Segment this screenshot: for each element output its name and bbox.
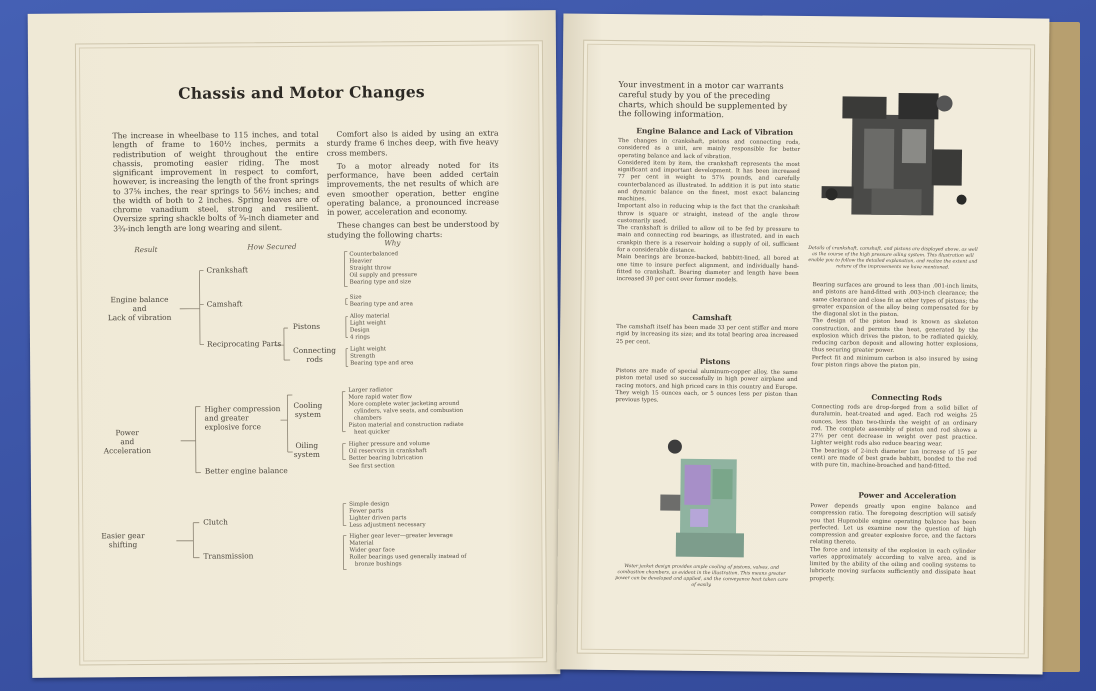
result-power-acceleration: Power and Acceleration bbox=[103, 428, 151, 456]
header-how-secured: How Secured bbox=[247, 241, 297, 252]
how-camshaft: Camshaft bbox=[206, 299, 243, 309]
how-reciprocating-parts: Reciprocating Parts bbox=[206, 339, 282, 349]
heading-power-acceleration: Power and Acceleration bbox=[858, 490, 957, 501]
header-result: Result bbox=[134, 244, 158, 255]
how-clutch: Clutch bbox=[203, 517, 228, 527]
how-cooling-system: Cooling system bbox=[293, 400, 323, 419]
heading-pistons: Pistons bbox=[699, 356, 731, 367]
engine-illustration bbox=[811, 88, 977, 248]
chart-brackets bbox=[28, 10, 561, 678]
text-engine-balance: The changes in crankshaft, pistons and connecting rods, considered as a unit, are mainly responsible for better operating balance and lack of vibration. Considered item by item, the crankshaft represents the most significant and important development. It has been increased 77 per cent in weight to 57¾ pounds, and carefully counterbalanced as illustrated. In addition it is put into static and dynamic balance on the finest, most exact balancing machines. Important also in reducing whip is the fact that the crankshaft throw is square or straight, instead of the angle throw customarily used. The crankshaft is drilled to allow oil to be fed by pressure to main and connecting rod bearings, as illustrated, and in each crankpin there is a reservoir holding a supply of oil, sufficient for a considerable distance. Main bearings are bronze-backed, babbitt-lined, all bored at one time to insure perfect alignment, and individually hand-fitted to crankshaft. Bearing diameter and length have been increased 30 per cent over former models. bbox=[616, 138, 801, 284]
how-better-engine-balance: Better engine balance bbox=[204, 466, 288, 476]
why-cooling: Larger radiator More rapid water flow More complete water jacketing around cylinders, valve seats, and combustion chambers Piston material and construction radiate heat quicker bbox=[348, 387, 464, 436]
left-page bbox=[28, 10, 561, 678]
water-jacket-illustration bbox=[656, 438, 755, 567]
header-why: Why bbox=[384, 238, 401, 248]
right-page bbox=[557, 13, 1050, 674]
motor-paragraph: To a motor already noted for its performance, have been added certain improvements, the net results of which are even smoother operation, better engine operating balance, a pronounced increase in power, acceleration and economy. bbox=[326, 160, 500, 217]
heading-camshaft: Camshaft bbox=[692, 312, 732, 323]
why-camshaft: Size Bearing type and area bbox=[349, 294, 413, 308]
comfort-paragraph: Comfort also is aided by using an extra sturdy frame 6 inches deep, with five heavy cross members. bbox=[326, 128, 499, 158]
how-pistons: Pistons bbox=[292, 321, 321, 332]
investment-intro: Your investment in a motor car warrants careful study by you of the preceding charts, which should be supplemented by the following information. bbox=[618, 80, 788, 120]
result-easier-shifting: Easier gear shifting bbox=[101, 531, 145, 550]
why-oiling: Higher pressure and volume Oil reservoirs in crankshaft Better bearing lubrication bbox=[348, 441, 430, 462]
text-connecting-rods: Connecting rods are drop-forged from a solid billet of duralumin, heat-treated and aged. Each rod weighs 25 ounces, less than two-thirds the weight of an ordinary rod. The complete assembly of piston and rod shows a 27½ per cent decrease in weight over past practice. Lighter weight rods also reduce bearing wear. The bearings of 2-inch diameter (an increase of 15 per cent) are made of best grade babbitt, bonded to the rod with pure tin, machine-broached and hand-fitted. bbox=[810, 404, 978, 470]
page-title: Chassis and Motor Changes bbox=[178, 82, 425, 103]
why-crankshaft: Counterbalanced Heavier Straight throw Oil supply and pressure Bearing type and size bbox=[349, 251, 418, 286]
why-see-first-section: See first section bbox=[348, 463, 395, 470]
why-transmission: Higher gear lever—greater leverage Material Wider gear face Roller bearings used generally instead of bronze bushings bbox=[349, 532, 467, 568]
result-engine-balance: Engine balance and Lack of vibration bbox=[107, 294, 172, 323]
heading-connecting-rods: Connecting Rods bbox=[871, 392, 942, 403]
why-connecting-rods: Light weight Strength Bearing type and area bbox=[350, 346, 414, 367]
why-clutch: Simple design Fewer parts Lighter driven parts Less adjustment necessary bbox=[349, 501, 426, 529]
intro-paragraph: The increase in wheelbase to 115 inches, and total length of frame to 160½ inches, permits a redistribution of weight throughout the entire chassis, promoting easier riding. The most significant improvement in respect to comfort, however, is increasing the length of the front springs to 37⅝ inches, the rear springs to 56½ inches; and the width of both to 2 inches. Spring leaves are of chrome vanadium steel, strong and resilient. Oversize spring shackle bolts of ¾-inch diameter and 3¾-inch length are long wearing and silent. bbox=[112, 129, 320, 233]
text-power-acceleration: Power depends greatly upon engine balance and compression ratio. The foregoing description will satisfy you that Hupmobile engine operating balance has been perfected. Let us examine now the question of high compression and greater explosive force, and the factors relating thereto. The force and intensity of the explosion in each cylinder varies approximately according to valve area, and is limited by the ability of the oiling and cooling systems to lubricate moving surfaces sufficiently and dissipate heat properly. bbox=[809, 503, 977, 583]
how-connecting-rods: Connecting rods bbox=[293, 345, 337, 364]
heading-engine-balance: Engine Balance and Lack of Vibration bbox=[636, 126, 794, 137]
text-pistons: Pistons are made of special aluminum-copper alloy, the same piston metal used so successfully in high power airplane and racing motors, and high priced cars in this country and Europe. They weigh 15 ounces each, or 5 ounces less per piston than previous types. bbox=[615, 368, 798, 404]
why-pistons: Alloy material Light weight Design 4 rings bbox=[349, 313, 390, 341]
how-transmission: Transmission bbox=[203, 551, 254, 561]
how-higher-compression: Higher compression and greater explosive force bbox=[204, 404, 281, 432]
charts-paragraph: These changes can best be understood by studying the following charts: bbox=[327, 219, 500, 240]
how-oiling-system: Oiling system bbox=[293, 440, 320, 459]
text-camshaft: The camshaft itself has been made 33 per cent stiffer and more rigid by increasing its size; and its total bearing area increased 25 per cent. bbox=[615, 324, 799, 345]
how-crankshaft: Crankshaft bbox=[206, 265, 249, 275]
text-bearing-surfaces: Bearing surfaces are ground to less than .001-inch limits, and pistons are hand-fitted with .003-inch clearance; the same clearance and close fit as other types of pistons; the greater expansion of the alloy being compensated for by the diagonal slot in the piston. The design of the piston head is known as skeleton construction, and permits the heat, generated by the explosion which drives the piston, to be radiated quickly, reducing carbon deposit and allowing hotter explosions, thus securing greater power. Perfect fit and minimum carbon is also insured by using four piston rings above the piston pin. bbox=[811, 282, 979, 370]
caption-engine-illustration: Details of crankshaft, camshaft, and pistons are displayed above, as well as the course of the high pressure oiling system. This illustration will enable you to follow the detailed explanation, and realize the extent and nature of the improvements we have mentioned. bbox=[808, 246, 978, 271]
caption-water-jacket: Water jacket design provides ample cooling of pistons, valves, and combustion chambers, as evident in the illustration. This means greater power can be developed and applied, and the conveyance heat taken care of easily. bbox=[615, 564, 788, 588]
